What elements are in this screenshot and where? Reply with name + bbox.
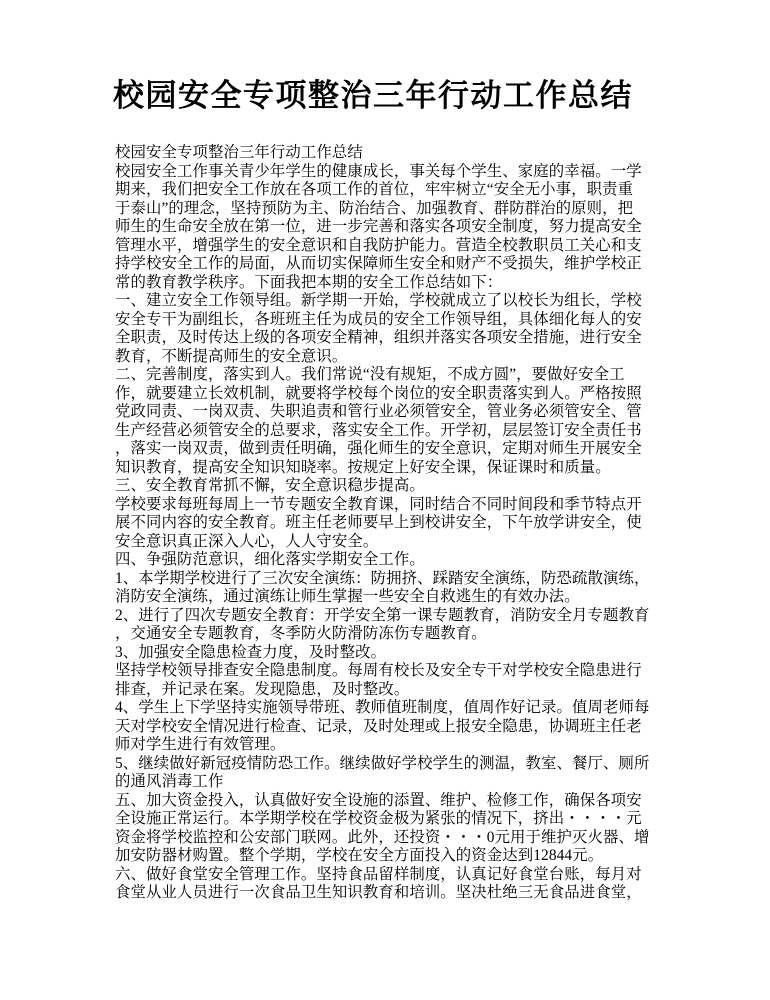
text-line: 坚持学校领导排查安全隐患制度。每周有校长及安全专干对学校安全隐患进行 — [115, 662, 642, 679]
text-line: 教育，不断提高师生的安全意识。 — [115, 347, 348, 365]
text-line: 展不同内容的安全教育。班主任老师要早上到校讲安全，下午放学讲安全，使 — [115, 514, 642, 531]
text-line: 校园安全工作事关青少年学生的健康成长，事关每个学生、家庭的幸福。一学 — [115, 162, 642, 180]
text-line: 安全意识真正深入人心，人人守安全。 — [115, 532, 379, 550]
text-line: ，交通安全专题教育，冬季防火防滑防冻伤专题教育。 — [115, 625, 487, 642]
text-line: 知识教育，提高安全知识知晓率。按规定上好安全课，保证课时和质量。 — [115, 458, 611, 476]
text-line: 四、争强防范意识，细化落实学期安全工作。 — [115, 551, 425, 568]
text-line: 安全专干为副组长，各班班主任为成员的安全工作领导组，具体细化每人的安 — [115, 310, 642, 328]
text-line: 作，就要建立长效机制，就要将学校每个岗位的安全职责落实到人。严格按照 — [115, 384, 642, 402]
text-line: 五、加大资金投入，认真做好安全设施的添置、维护、检修工作，确保各项安 — [115, 791, 642, 809]
text-line: 三、安全教育常抓不懈，安全意识稳步提高。 — [115, 477, 425, 494]
text-line: 的通风消毒工作 — [115, 773, 224, 790]
text-line: 持学校安全工作的局面，从而切实保障师生安全和财产不受损失，维护学校正 — [115, 255, 642, 272]
text-line: 管理水平，增强学生的安全意识和自我防护能力。营造全校教职员工关心和支 — [115, 236, 642, 254]
text-line: 消防安全演练，通过演练让师生掌握一些安全自救逃生的有效办法。 — [115, 588, 580, 605]
text-line: 全设施正常运行。本学期学校在学校资金极为紧张的情况下，挤出・・・・元 — [115, 810, 642, 827]
text-line: 校园安全专项整治三年行动工作总结 — [115, 144, 363, 161]
text-line: 六、做好食堂安全管理工作。坚持食品留样制度，认真记好食堂台账，每月对 — [115, 865, 642, 883]
text-line: 期来，我们把安全工作放在各项工作的首位，牢牢树立“安全无小事，职责重 — [115, 181, 634, 198]
text-line: 加安防器材购置。整个学期，学校在安全方面投入的资金达到12844元。 — [115, 847, 604, 864]
text-line: 3、加强安全隐患检查力度，及时整改。 — [115, 643, 387, 661]
text-line: 党政同责、一岗双责、失职追责和管行业必须管安全，管业务必须管安全、管 — [115, 403, 642, 420]
document-body — [115, 144, 660, 903]
text-line: 天对学校安全情况进行检查、记录，及时处理或上报安全隐患，协调班主任老 — [115, 717, 642, 735]
text-line: 生产经营必须管安全的总要求，落实安全工作。开学初，层层签订安全责任书 — [115, 421, 642, 439]
text-line: 一、建立安全工作领导组。新学期一开始，学校就成立了以校长为组长，学校 — [115, 292, 642, 309]
text-line: 食堂从业人员进行一次食品卫生知识教育和培训。坚决杜绝三无食品进食堂， — [115, 884, 642, 901]
text-line: ，落实一岗双责，做到责任明确，强化师生的安全意识，定期对师生开展安全 — [115, 440, 642, 457]
text-line: 师生的生命安全放在第一位，进一步完善和落实各项安全制度，努力提高安全 — [115, 218, 642, 235]
text-line: 常的教育教学秩序。下面我把本期的安全工作总结如下： — [115, 273, 503, 291]
text-line: 二、完善制度，落实到人。我们常说“没有规矩，不成方圆”，要做好安全工 — [115, 366, 625, 383]
text-line: 师对学生进行有效管理。 — [115, 736, 286, 753]
text-line: 5、继续做好新冠疫情防恐工作。继续做好学校学生的测温，教室、餐厅、厕所 — [115, 754, 650, 772]
text-line: 1、本学期学校进行了三次安全演练：防拥挤、踩踏安全演练，防恐疏散演练， — [115, 569, 650, 587]
text-line: 于泰山”的理念，坚持预防为主、防治结合、加强教育、群防群治的原则，把 — [115, 199, 634, 217]
text-line: 资金将学校监控和公安部门联网。此外，还投资・・・0元用于维护灭火器、增 — [115, 828, 650, 846]
document-title: 校园安全专项整治三年行动工作总结 — [113, 78, 633, 113]
text-line: 2、进行了四次专题安全教育：开学安全第一课专题教育，消防安全月专题教育 — [115, 606, 650, 624]
text-line: 全职责，及时传达上级的各项安全精神，组织并落实各项安全措施，进行安全 — [115, 329, 642, 346]
text-line: 4、学生上下学坚持实施领导带班、教师值班制度，值周作好记录。值周老师每 — [115, 699, 650, 716]
text-line: 学校要求每班每周上一节专题安全教育课，同时结合不同时间段和季节特点开 — [115, 495, 642, 513]
text-line: 排查，并记录在案。发现隐患，及时整改。 — [115, 680, 410, 698]
